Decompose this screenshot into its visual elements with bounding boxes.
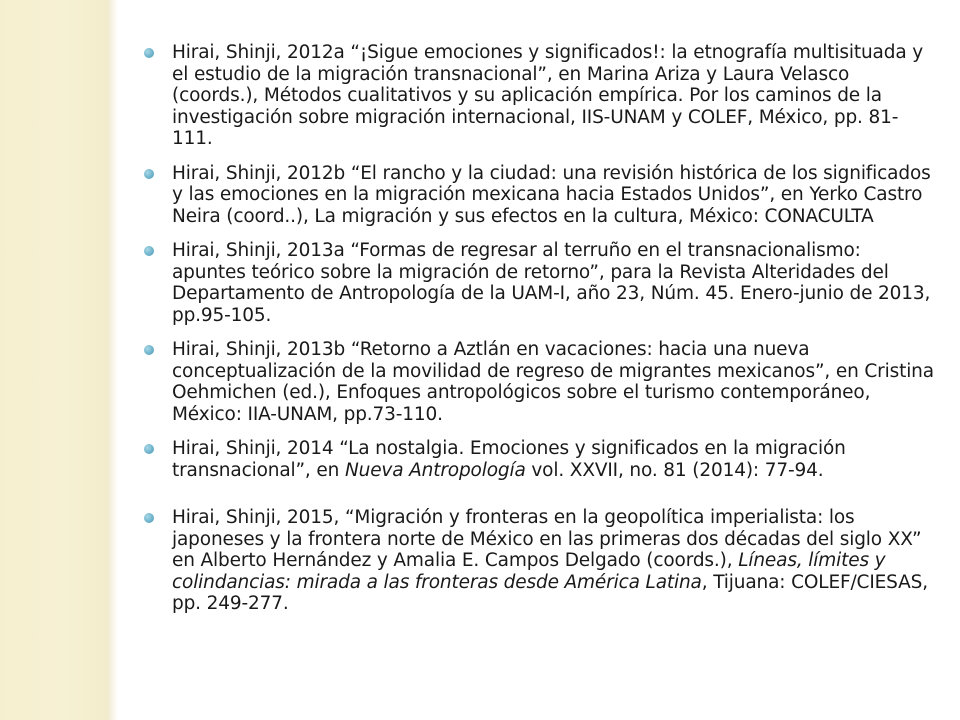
reference-item-2014	[138, 438, 938, 481]
reference-item-2012a	[138, 42, 938, 150]
slide-body	[138, 42, 938, 628]
reference-item-2013a	[138, 240, 938, 326]
reference-text: , Tijuana: COLEF/CIESAS, pp. 249-277.	[172, 571, 928, 614]
decorative-side-band	[0, 0, 108, 720]
reference-journal-title: Nueva Antropología	[344, 459, 526, 481]
bullet-icon	[144, 513, 154, 523]
reference-text: Hirai, Shinji, 2013b “Retorno a Aztlán en vacaciones: hacia una nueva conceptualización de la movilidad de regreso de migrantes mexicanos”, en Cristina Oehmichen (ed.), Enfoques antropológicos sobre el turismo contemporáneo, México: IIA-UNAM, pp.73-110.	[172, 339, 934, 425]
reference-item-2015	[138, 507, 938, 615]
reference-text: Hirai, Shinji, 2012b “El rancho y la ciudad: una revisión histórica de los significados y las emociones en la migración mexicana hacia Estados Unidos”, en Yerko Castro Neira (coord..), La migración y sus efectos en la cultura, México: CONACULTA	[172, 162, 931, 227]
bullet-icon	[144, 169, 154, 179]
reference-book-title: Líneas, límites y colindancias: mirada a las fronteras desde América Latina	[172, 550, 886, 593]
bullet-icon	[144, 444, 154, 454]
reference-item-2012b	[138, 163, 938, 228]
reference-text: Hirai, Shinji, 2015, “Migración y fronteras en la geopolítica imperialista: los japoneses y la frontera norte de México en las primeras dos décadas del siglo XX” en Alberto Hernández y Amalia E. Campos Delgado (coords.),	[172, 507, 922, 571]
bullet-icon	[144, 246, 154, 256]
reference-text: Hirai, Shinji, 2013a “Formas de regresar al terruño en el transnacionalismo: apuntes teórico sobre la migración de retorno”, para la Revista Alteridades del Departamento de Antropología de la UAM-I, año 23, Núm. 45. Enero-junio de 2013, pp.95-105.	[172, 240, 931, 326]
reference-item-2013b	[138, 339, 938, 425]
reference-text: Hirai, Shinji, 2014 “La nostalgia. Emociones y significados en la migración transnacional”, en	[172, 438, 846, 481]
bullet-icon	[144, 345, 154, 355]
reference-text: Hirai, Shinji, 2012a “¡Sigue emociones y significados!: la etnografía multisituada y el estudio de la migración transnacional”, en Marina Ariza y Laura Velasco (coords.), Métodos cualitativos y su aplicación empírica. Por los caminos de la investigación sobre migración internacional, IIS-UNAM y COLEF, México, pp. 81-111.	[172, 42, 924, 149]
reference-text: vol. XXVII, no. 81 (2014): 77-94.	[525, 459, 824, 481]
bullet-icon	[144, 48, 154, 58]
reference-list	[138, 42, 938, 615]
decorative-side-band-edge	[108, 0, 118, 720]
